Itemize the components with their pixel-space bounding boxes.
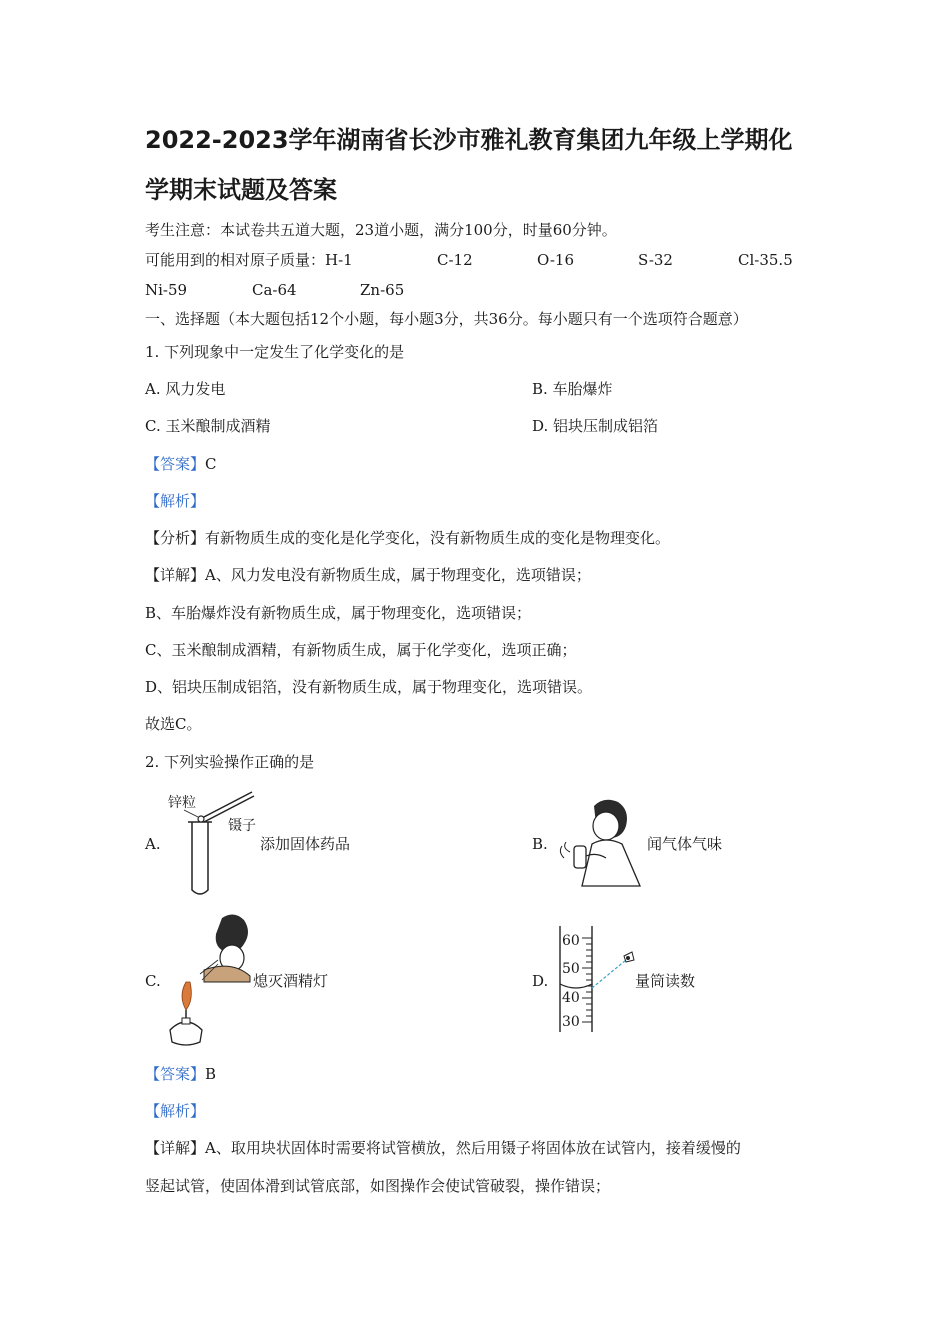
atomic-mass-ni: Ni-59 (145, 281, 188, 299)
q2-option-a-letter: A. (145, 835, 161, 853)
q1-analysis-heading (145, 491, 205, 511)
atomic-mass-s: S-32 (638, 251, 673, 269)
person-smelling-gas-illustration (556, 796, 648, 888)
document-title-line-1: 2022-2023学年湖南省长沙市雅礼教育集团九年级上学期化 (145, 126, 793, 154)
question-1-stem: 1. 下列现象中一定发生了化学变化的是 (145, 343, 405, 361)
q1-detail-b: B、车胎爆炸没有新物质生成，属于物理变化，选项错误； (145, 604, 532, 622)
q1-option-d: D. 铝块压制成铝箔 (532, 417, 659, 435)
q2-analysis-heading (145, 1101, 205, 1121)
blowing-out-alcohol-lamp-illustration (164, 910, 254, 1050)
q1-conclusion: 故选C。 (145, 715, 202, 733)
q2-option-a-caption: 添加固体药品 (260, 835, 351, 853)
section-1-heading: 一、选择题（本大题包括12个小题，每小题3分，共36分。每小题只有一个选项符合题意） (145, 310, 748, 328)
test-tube-tweezers-illustration (180, 786, 260, 898)
cylinder-tick-30: 30 (562, 1014, 580, 1030)
q2-detail-a-line-2: 竖起试管，使固体滑到试管底部，如图操作会使试管破裂，操作错误； (145, 1177, 611, 1195)
detail-tag: 【详解】 (145, 566, 206, 584)
q2-option-b-caption: 闻气体气味 (647, 835, 723, 853)
atomic-mass-label: 可能用到的相对原子质量：H-1 (145, 251, 353, 269)
q1-detail-c: C、玉米酿制成酒精，有新物质生成，属于化学变化，选项正确； (145, 641, 577, 659)
answer-tag: 【答案】 (145, 1065, 206, 1083)
question-2-stem: 2. 下列实验操作正确的是 (145, 753, 315, 771)
analysis-tag: 【解析】 (145, 492, 206, 510)
detail-tag: 【详解】 (145, 1139, 206, 1157)
q2-option-d-caption: 量筒读数 (635, 972, 696, 990)
q2-option-d-letter: D. (532, 972, 549, 990)
q2-option-c-letter: C. (145, 972, 161, 990)
q2-answer (145, 1064, 216, 1084)
fenxi-text: 有新物质生成的变化是化学变化，没有新物质生成的变化是物理变化。 (205, 529, 671, 547)
q1-option-a: A. 风力发电 (145, 380, 226, 398)
atomic-mass-line-1 (145, 250, 353, 270)
q1-answer (145, 454, 217, 474)
atomic-mass-c: C-12 (437, 251, 473, 269)
exam-notice: 考生注意：本试卷共五道大题，23道小题，满分100分，时量60分钟。 (145, 221, 617, 239)
q2-option-c-caption: 熄灭酒精灯 (253, 972, 329, 990)
detail-a1-text: A、取用块状固体时需要将试管横放，然后用镊子将固体放在试管内，接着缓慢的 (205, 1139, 741, 1157)
q2-a-label-tweezers: 镊子 (228, 818, 256, 834)
q2-detail-a-line-1 (145, 1138, 741, 1158)
q1-option-c: C. 玉米酿制成酒精 (145, 417, 271, 435)
answer-value: B (205, 1065, 217, 1083)
q2-a-label-zinc: 锌粒 (168, 795, 196, 811)
atomic-mass-o: O-16 (537, 251, 575, 269)
answer-tag: 【答案】 (145, 455, 206, 473)
q1-option-b: B. 车胎爆炸 (532, 380, 613, 398)
atomic-mass-ca: Ca-64 (252, 281, 297, 299)
atomic-mass-cl: Cl-35.5 (738, 251, 793, 269)
cylinder-tick-60: 60 (562, 933, 580, 949)
analysis-tag: 【解析】 (145, 1102, 206, 1120)
q1-fenxi (145, 528, 670, 548)
fenxi-tag: 【分析】 (145, 529, 206, 547)
q1-detail-d: D、铝块压制成铝箔，没有新物质生成，属于物理变化，选项错误。 (145, 678, 593, 696)
answer-value: C (205, 455, 217, 473)
q2-option-b-letter: B. (532, 835, 548, 853)
cylinder-tick-40: 40 (562, 990, 580, 1006)
q1-detail-a (145, 565, 591, 585)
document-title-line-2: 学期末试题及答案 (145, 176, 337, 204)
detail-a-text: A、风力发电没有新物质生成，属于物理变化，选项错误； (205, 566, 591, 584)
atomic-mass-zn: Zn-65 (360, 281, 405, 299)
cylinder-tick-50: 50 (562, 961, 580, 977)
